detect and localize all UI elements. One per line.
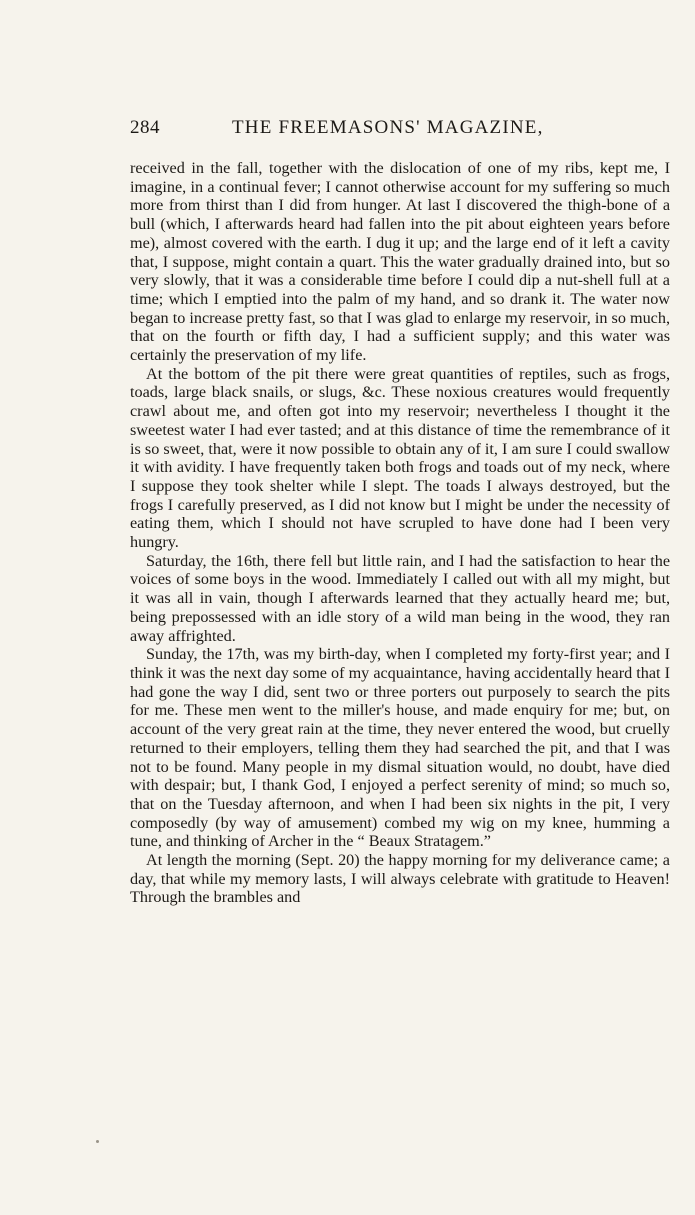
paragraph-3: Saturday, the 16th, there fell but little rain, and I had the satisfaction to hear the voices of some boys in the wood. Immediately I called out with all my might, but it was all in vain, though I afterwards learned that they actually heard me; but, being prepossessed with an idle story of a wild man being in the wood, they ran away affrighted. [130, 551, 670, 645]
body-text [130, 159, 670, 907]
paragraph-2: At the bottom of the pit there were great quantities of reptiles, such as frogs, toads, large black snails, or slugs, &c. These noxious creatures would frequently crawl about me, and often got into my reservoir; nevertheless I thought it the sweetest water I had ever tasted; and at this distance of time the remembrance of it is so sweet, that, were it now possible to obtain any of it, I am sure I could swallow it with avidity. I have frequently taken both frogs and toads out of my neck, where I suppose they took shelter while I slept. The toads I always destroyed, but the frogs I carefully preserved, as I did not know but I might be under the necessity of eating them, which I should not have scrupled to have done had I been very hungry. [130, 364, 670, 552]
paragraph-5: At length the morning (Sept. 20) the happy morning for my deliverance came; a day, that while my memory lasts, I will always celebrate with gratitude to Heaven! Through the brambles and [130, 851, 670, 907]
page-number: 284 [130, 117, 160, 138]
running-title: THE FREEMASONS' MAGAZINE, [232, 117, 544, 138]
paragraph-4: Sunday, the 17th, was my birth-day, when I completed my forty-first year; and I think it was the next day some of my acquaintance, having accidentally heard that I had gone the way I did, sent two or three porters out purposely to search the pits for me. These men went to the miller's house, and made enquiry for me; but, on account of the very great rain at the time, they never entered the wood, but cruelly returned to their employers, telling them they had searched the pit, and that I was not to be found. Many people in my dismal situation would, no doubt, have died with despair; but, I thank God, I enjoyed a perfect serenity of mind; so much so, that on the Tuesday afternoon, and when I had been six nights in the pit, I very composedly (by way of amusement) combed my wig on my knee, humming a tune, and thinking of Archer in the “ Beaux Stratagem.” [130, 645, 670, 851]
page-speck [96, 1140, 99, 1143]
running-header [130, 117, 670, 143]
paragraph-1: received in the fall, together with the dislocation of one of my ribs, kept me, I imagine, in a continual fever; I cannot otherwise account for my suffering so much more from thirst than I did from hunger. At last I discovered the thigh-bone of a bull (which, I afterwards heard had fallen into the pit about eighteen years before me), almost covered with the earth. I dug it up; and the large end of it left a cavity that, I suppose, might contain a quart. This the water gradually drained into, but so very slowly, that it was a considerable time before I could dip a nut-shell full at a time; which I emptied into the palm of my hand, and so drank it. The water now began to increase pretty fast, so that I was glad to enlarge my reservoir, in so much, that on the fourth or fifth day, I had a sufficient supply; and this water was certainly the preservation of my life. [130, 159, 670, 365]
